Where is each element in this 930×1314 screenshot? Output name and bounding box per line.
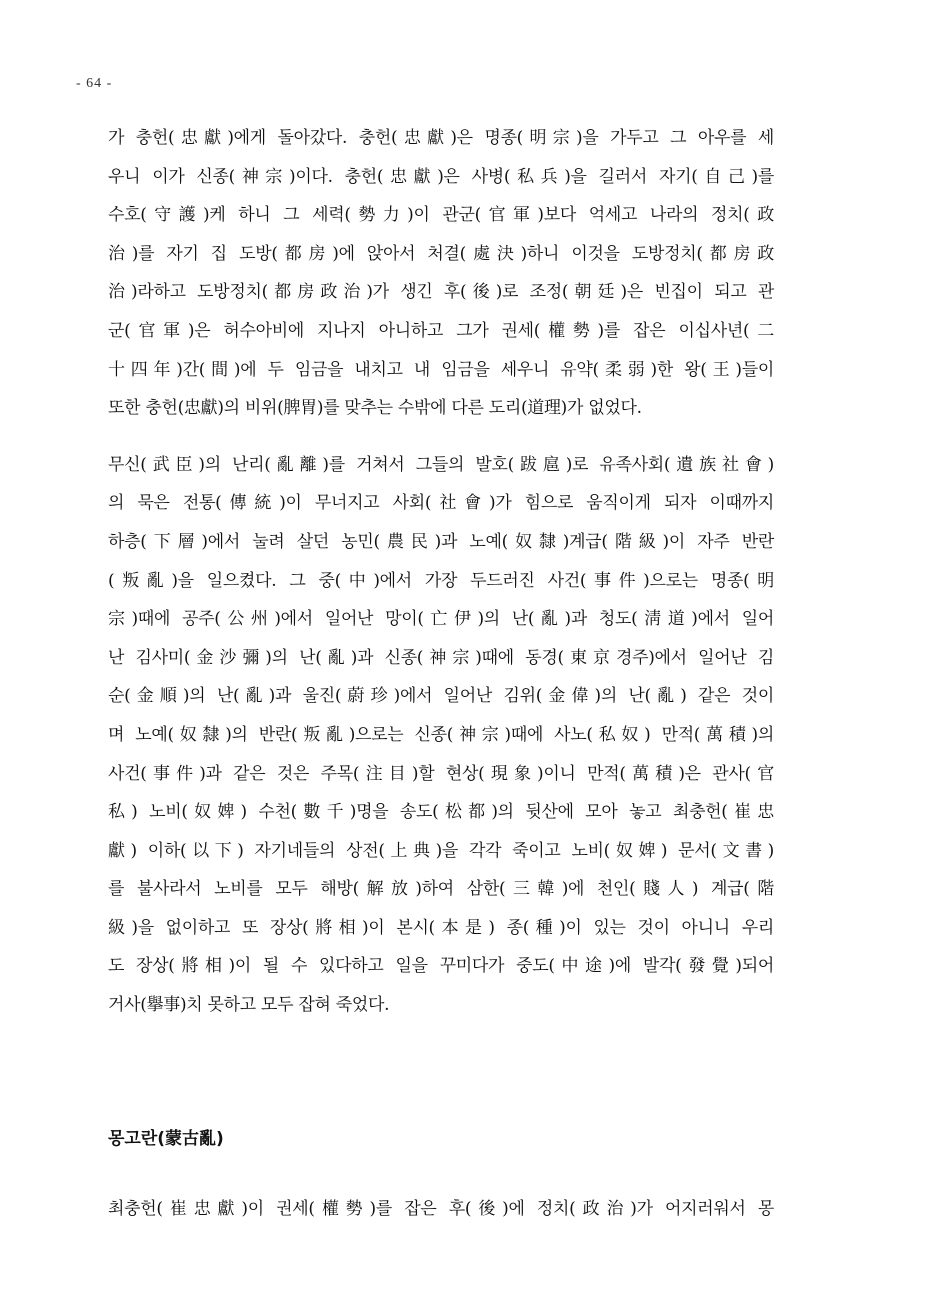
- text-line: 治)를 자기 집 도방(都房)에 앉아서 처결(處決)하니 이것을 도방정치(都房政: [108, 243, 774, 264]
- text-line: 최충헌(崔忠獻)이 권세(權勢)를 잡은 후(後)에 정치(政治)가 어지러워서 몽: [108, 1199, 774, 1219]
- text-line: 도 장상(將相)이 될 수 있다하고 일을 꾸미다가 중도(中途)에 발각(發覺)되어: [108, 956, 774, 977]
- text-line: 獻) 이하(以下) 자기네들의 상전(上典)을 각각 죽이고 노비(奴婢) 문서(文書): [108, 840, 774, 861]
- text-line: 또한 충헌(忠獻)의 비위(脾胃)를 맞추는 수밖에 다른 도리(道理)가 없었다.: [108, 398, 642, 419]
- text-line: 순(金順)의 난(亂)과 울진(蔚珍)에서 일어난 김위(金偉)의 난(亂) 같은 것이: [108, 686, 774, 707]
- section-heading: 몽고란(蒙古亂): [108, 1129, 224, 1149]
- main-text: [108, 119, 774, 1025]
- text-line: 私) 노비(奴婢) 수천(數千)명을 송도(松都)의 뒷산에 모아 놓고 최충헌(崔忠: [108, 802, 774, 823]
- text-line: 거사(擧事)치 못하고 모두 잡혀 죽었다.: [108, 995, 390, 1016]
- paragraph-1: [108, 119, 774, 428]
- text-line: 며 노예(奴隸)의 반란(叛亂)으로는 신종(神宗)때에 사노(私奴) 만적(萬積)의: [108, 724, 774, 745]
- text-line: 무신(武臣)의 난리(亂離)를 거쳐서 그들의 발호(跋扈)로 유족사회(遺族社會): [108, 454, 774, 475]
- text-line: 가 충헌(忠獻)에게 돌아갔다. 충헌(忠獻)은 명종(明宗)을 가두고 그 아우를 세: [108, 128, 774, 148]
- text-line: 의 묵은 전통(傳統)이 무너지고 사회(社會)가 힘으로 움직이게 되자 이때까지: [108, 493, 774, 514]
- text-line: 우니 이가 신종(神宗)이다. 충헌(忠獻)은 사병(私兵)을 길러서 자기(自己)를: [108, 166, 774, 187]
- text-line: 治)라하고 도방정치(都房政治)가 생긴 후(後)로 조정(朝廷)은 빈집이 되고 관: [108, 282, 774, 303]
- text-line: (叛亂)을 일으켰다. 그 중(中)에서 가장 두드러진 사건(事件)으로는 명종(明: [108, 570, 774, 591]
- text-line: 十四年)간(間)에 두 임금을 내치고 내 임금을 세우니 유약(柔弱)한 왕(王)들이: [108, 359, 774, 380]
- paragraph-2: [108, 446, 774, 1025]
- paragraph-3: [108, 1190, 774, 1229]
- text-line: 를 불사라서 노비를 모두 해방(解放)하여 삼한(三韓)에 천인(賤人) 계급(階: [108, 879, 774, 900]
- text-line: 級)을 없이하고 또 장상(將相)이 본시(本是) 종(種)이 있는 것이 아니니 우리: [108, 917, 774, 938]
- text-line: 수호(守護)케 하니 그 세력(勢力)이 관군(官軍)보다 억세고 나라의 정치(政: [108, 205, 774, 226]
- text-line: 하층(下層)에서 눌려 살던 농민(農民)과 노예(奴隸)계급(階級)이 자주 반란: [108, 531, 774, 552]
- text-line: 사건(事件)과 같은 것은 주목(注目)할 현상(現象)이니 만적(萬積)은 관사(官: [108, 763, 774, 784]
- text-line: 난 김사미(金沙彌)의 난(亂)과 신종(神宗)때에 동경(東京경주)에서 일어난 김: [108, 647, 774, 668]
- text-line: 宗)때에 공주(公州)에서 일어난 망이(亡伊)의 난(亂)과 청도(淸道)에서 일어: [108, 609, 774, 630]
- page-number: - 64 -: [76, 76, 113, 91]
- text-line: 군(官軍)은 허수아비에 지나지 아니하고 그가 권세(權勢)를 잡은 이십사년(二: [108, 320, 774, 341]
